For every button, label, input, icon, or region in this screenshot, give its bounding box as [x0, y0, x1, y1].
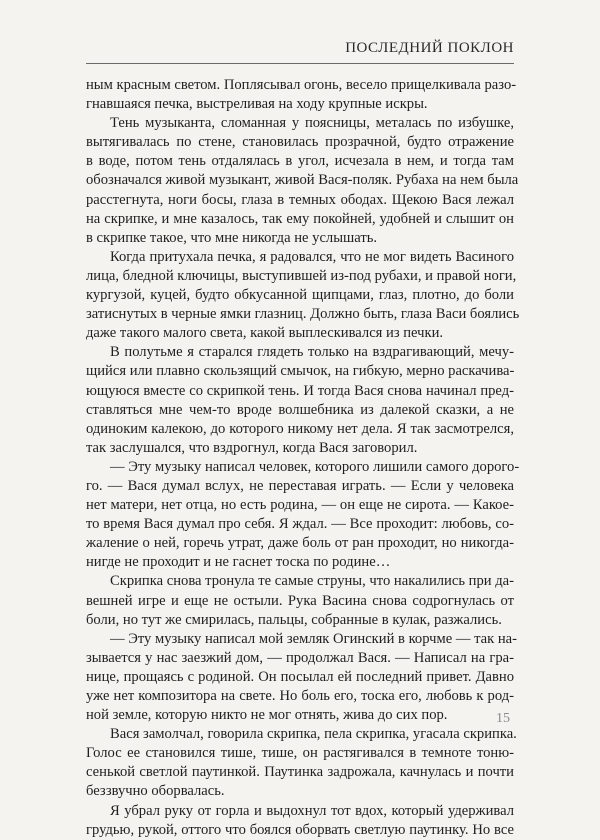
- text-line: зывается у нас заезжий дом, — продолжал Вася. — Написал на гра-: [86, 649, 514, 666]
- text-line: щийся или плавно скользящий смычок, на гибкую, мерно раскачива-: [86, 363, 515, 380]
- text-line: расстегнута, ноги босы, глаза в темных ободах. Щекою Вася лежал: [86, 191, 514, 208]
- text-line: нигде не проходит и не гаснет тоска по родине…: [86, 554, 391, 571]
- text-line: вешней игре и еще не остыли. Рука Васина снова содрогнулась от: [86, 592, 514, 609]
- text-line: затиснутых в черные ямки глазниц. Должно быть, глаза Васи боялись: [86, 306, 520, 323]
- text-line: кургузой, куцей, будто обкусанной щипцами, глаз, плотно, до боли: [86, 287, 514, 304]
- text-line: так заслушался, что вздрогнул, когда Вася заговорил.: [86, 439, 418, 456]
- text-line: одиноким калекою, до которого никому нет дела. Я так засмотрелся,: [86, 420, 514, 437]
- text-line: на скрипке, и мне казалось, так ему покойней, удобней и слышит он: [86, 210, 514, 227]
- text-line: в воде, потом тень отдалялась в угол, исчезала в нем, и тогда там: [86, 153, 514, 170]
- text-line: грудью, рукой, оттого что боялся оборвать светлую паутинку. Но все: [86, 821, 514, 838]
- text-line: Когда притухала печка, я радовался, что не мог видеть Васиного: [110, 248, 514, 265]
- text-line: нице, прощаясь с родиной. Он посылал ей последний привет. Давно: [86, 668, 514, 685]
- text-line: жаление о ней, горечь утрат, даже боль от ран проходит, но никогда-: [86, 535, 514, 552]
- text-line: Вася замолчал, говорила скрипка, пела скрипка, угасала скрипка.: [110, 726, 517, 743]
- text-line: Скрипка снова тронула те самые струны, что накалились при да-: [110, 573, 514, 590]
- text-line: вытягивалась по стене, становилась прозрачной, будто отражение: [86, 134, 514, 151]
- text-line: — Эту музыку написал мой земляк Огинский в корчме — так на-: [110, 630, 518, 647]
- page-number: 15: [496, 711, 510, 726]
- text-line: ной земле, которую никто не мог отнять, жива до сих пор.: [86, 707, 448, 724]
- text-line: нет матери, нет отца, но есть родина, — он еще не сирота. — Какое-: [86, 497, 514, 514]
- text-line: ным красным светом. Поплясывал огонь, весело прищелкивала разо-: [86, 77, 517, 93]
- text-line: боли, но тут же смирилась, пальцы, собранные в кулак, разжались.: [86, 611, 502, 628]
- text-line: ставляться мне чем-то вроде волшебника из далекой сказки, а не: [86, 401, 514, 418]
- text-line: обозначался живой музыкант, живой Вася-поляк. Рубаха на нем была: [86, 172, 519, 189]
- text-line: даже такого малого света, какой выплескивался из печки.: [86, 325, 444, 342]
- text-line: Я убрал руку от горла и выдохнул тот вдох, который удерживал: [110, 802, 514, 819]
- text-line: уже нет композитора на свете. Но боль его, тоска его, любовь к род-: [86, 688, 514, 704]
- text-line: гнавшаяся печка, выстреливая на ходу крупные искры.: [86, 96, 428, 113]
- text-line: В полутьме я старался глядеть только на вздрагивающий, мечу-: [110, 344, 514, 361]
- text-line: Голос ее становился тише, тише, он растягивался в темноте тоню-: [86, 745, 514, 762]
- text-line: то время Вася думал про себя. Я ждал. — Все проходит: любовь, со-: [86, 516, 514, 533]
- text-line: го. — Вася думал вслух, не переставая играть. — Если у человека: [86, 477, 514, 494]
- body-text: [86, 76, 520, 840]
- text-line: — Эту музыку написал человек, которого лишили самого дорого-: [110, 458, 520, 475]
- text-line: лица, бледной ключицы, выступившей из-под рубахи, и правой ноги,: [86, 267, 517, 284]
- text-line: сенькой светлой паутинкой. Паутинка задрожала, качнулась и почти: [86, 764, 514, 781]
- running-head: ПОСЛЕДНИЙ ПОКЛОН: [345, 40, 514, 56]
- text-line: Тень музыканта, сломанная у поясницы, металась по избушке,: [110, 115, 514, 132]
- text-line: ющуюся вместе со скрипкой тень. И тогда Вася снова начинал пред-: [86, 382, 514, 399]
- text-line: в скрипке такое, что мне никогда не услышать.: [86, 229, 378, 246]
- header-rule: [86, 63, 514, 64]
- text-line: беззвучно оборвалась.: [86, 783, 225, 800]
